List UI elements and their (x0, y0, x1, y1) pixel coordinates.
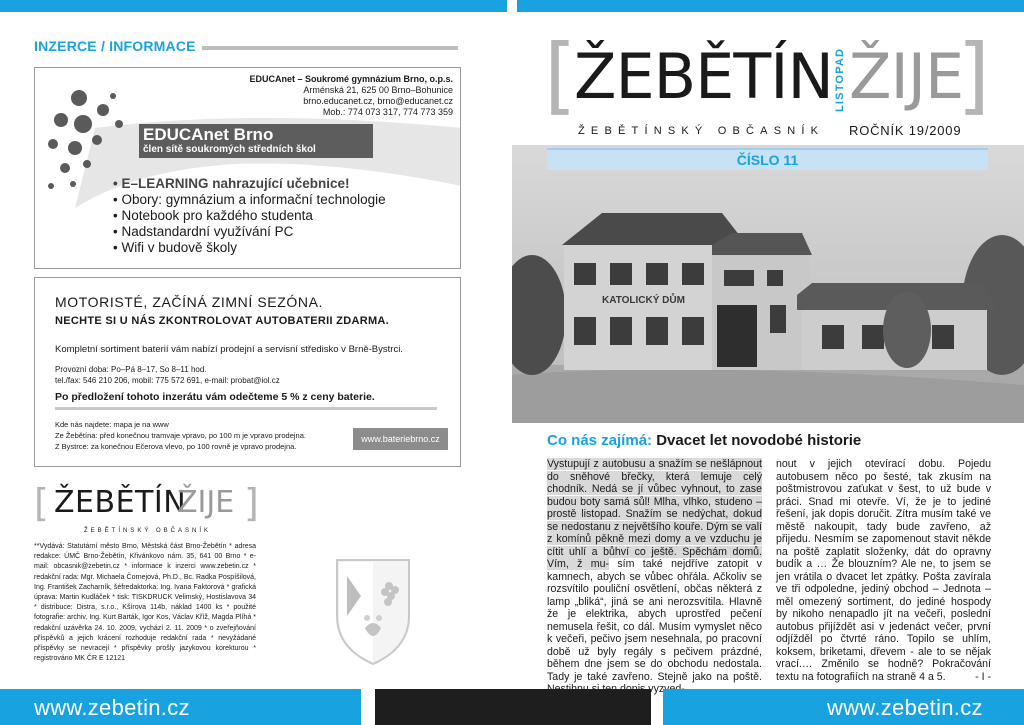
ad-battery (34, 277, 461, 467)
ad-battery-text: Kompletní sortiment baterií vám nabízí prodejní a servisní středisko v Brně-Bystrci. (55, 344, 403, 355)
masthead-subtitle: ŽEBĚTÍNSKÝ OBČASNÍK (578, 125, 825, 137)
mini-logo (34, 483, 258, 527)
building-illustration (512, 145, 1024, 423)
list-item: • Notebook pro každého studenta (113, 208, 386, 224)
article-title: Dvacet let novodobé historie (656, 432, 862, 449)
ad-battery-headline: MOTORISTÉ, ZAČÍNÁ ZIMNÍ SEZÓNA. (55, 294, 324, 310)
masthead-year: ROČNÍK 19/2009 (849, 123, 962, 138)
coat-of-arms-icon (333, 556, 413, 668)
section-title: INZERCE / INFORMACE (34, 38, 196, 54)
mini-logo-word2: ŽIJE (177, 485, 235, 520)
masthead-word1: ŽEBĚTÍN (574, 40, 833, 113)
article-heading (547, 432, 861, 449)
article-col1-highlight: Vystupují z autobusu a snažím se nešlápnout do sněhové břečky, která lemuje celý chodník. Nedá se jí vůbec vyhnout, to zase budou boty samá sůl! Mlha, vlhko, studeno – prostě listopad. Snažím se nedýchat, dokud se nedostanu z největšího kouře. Dým se valí z komínů pěkně mezi domy a ve vzduchu je cítit uhlí a bůhví co ještě. Spěchám domů. Vím, ž mu- (547, 458, 762, 570)
mini-logo-bracket-open: [ (34, 481, 49, 525)
ad-battery-where-2: Ze Žebětína: před konečnou tramvaje vpravo, po 100 m je vpravo prodejna. (55, 431, 306, 440)
ad-battery-contact: tel./fax: 546 210 206, mobil: 775 572 691, e-mail: probat@iol.cz (55, 376, 280, 385)
mini-logo-word1: ŽEBĚTÍN (54, 485, 187, 520)
historic-photo (512, 145, 1024, 423)
masthead-month: LISTOPAD (834, 47, 846, 112)
photo-sign: KATOLICKÝ DŮM (602, 295, 685, 306)
list-item: • E–LEARNING nahrazující učebnice! (113, 176, 386, 192)
list-item: • Nadstandardní využívání PC (113, 224, 386, 240)
ad-battery-website[interactable]: www.bateriebrno.cz (353, 428, 448, 450)
masthead-word2: ŽIJE (849, 40, 964, 113)
ad-battery-hours: Provozní doba: Po–Pá 8–17, So 8–11 hod. (55, 365, 207, 374)
page-gutter (507, 0, 517, 12)
ad-battery-where-1: Kde nás najdete: mapa je na www (55, 420, 169, 429)
mini-logo-bracket-close: ] (244, 481, 259, 525)
article-label: Co nás zajímá: (547, 432, 653, 449)
ad-battery-directions (55, 419, 306, 452)
ad-brand-sub: člen sítě soukromých středních škol (143, 144, 316, 155)
ad-brand-box (139, 124, 373, 158)
section-rule (202, 46, 458, 50)
ad-bullet-list (113, 176, 386, 256)
masthead-bracket-close: ] (957, 26, 990, 124)
article-column-1 (547, 458, 762, 696)
mini-logo-subtitle: ŽEBĚTÍNSKÝ OBČASNÍK (84, 528, 212, 534)
ad-company-block (249, 74, 453, 118)
ad-battery-contact-block (55, 364, 280, 386)
ad-battery-divider (55, 407, 437, 410)
list-item: • Wifi v budově školy (113, 240, 386, 256)
ad-company-web: brno.educanet.cz, brno@educanet.cz (303, 96, 453, 106)
imprint: **Vydává: Statutární město Brno, Městská část Brno-Žebětín * adresa redakce: ÚMČ Brno-Žebětín, Křivánkovo nám. 35, 641 00 Brno * e-mail: obcasnik@zebetin.cz * informace k inzerci www.zebetin.cz * redakční rada: Mgr. Michaela Čornejová, Ph.D., Bc. Radka Pospíšilová, Ing. František Zacharník, šéfredaktorka: Ing. Ivana Faktorová * grafická úprava: Martin Kudláček * tisk: TISKDRUCK Velimský, Hostislavova 34 * distribuce: Distra, s.r.o., Kšírova 114b, náklad 1400 ks * použité fotografie: archiv, Ing. Kurt Barták, Igor Kos, Václav Kříž, Magda Plíhá * redakční uzávěrka 24. 10. 2009, vychází 2. 11. 2009 * o zveřejňování příspěvků a jejich krácení rozhoduje redakční rada * nevyžádané příspěvky se nevracejí * příspěvky prošly jazykovou korekturou * registrováno MK ČR E 12121 (34, 543, 256, 663)
article-column-2 (776, 458, 991, 683)
masthead-bracket-open: [ (544, 26, 577, 124)
article-col1-rest: sím také nejdříve zatopit v kamnech, abych se vůbec ohřála. Ačkoliv se rozsvítilo pouliční osvětlení, občas některá z lamp „bliká“, jiná se ani nerozsvítila. Hlavně že je elektrika, abych uprostřed pečení nemusela řešit, co dál. Musím vymyslet něco k večeři, pečivo jsem nesehnala, po pracovní době už byly regály s pečivem prázdné, během dne jsem se do obchodu nedostala. Tady je také zavřeno. Stejně jako na poště. (547, 558, 762, 683)
ad-company-phone: Mob.: 774 073 317, 774 773 359 (322, 107, 453, 117)
list-item: • Obory: gymnázium a informační technologie (113, 192, 386, 208)
ad-battery-where-3: Z Bystrce: za konečnou Ečerova vlevo, po 100 rovně je vpravo prodejna. (55, 442, 297, 451)
footer-url-right[interactable]: www.zebetin.cz (827, 695, 983, 720)
ad-company-address: Arménská 21, 625 00 Brno–Bohunice (303, 85, 453, 95)
ad-battery-subheadline: NECHTE SI U NÁS ZKONTROLOVAT AUTOBATERII ZDARMA. (55, 315, 390, 327)
ad-battery-discount: Po předložení tohoto inzerátu vám odečteme 5 % z ceny baterie. (55, 391, 375, 403)
ad-educanet (34, 67, 461, 269)
issue-number: ČÍSLO 11 (547, 148, 988, 170)
footer-url-left[interactable]: www.zebetin.cz (34, 695, 190, 720)
footer-dark-block (375, 689, 651, 725)
ad-brand-name: EDUCAnet Brno (143, 125, 274, 144)
ad-company-name: EDUCAnet – Soukromé gymnázium Brno, o.p.s. (249, 74, 453, 84)
page-number: - I - (975, 670, 991, 683)
article-col2-text: nout v jejich otevírací dobu. Pojedu autobusem něco po šesté, tak zkusím na poštmistrovou zaťukat v šest, to už bude v práci. Snad mi otevře. Ví, že je to jediné řešení, jak dopis doručit. Zítra musím také ve městě nakoupit, tady bude zavřeno, až přijedu. Nesmím se zapomenout stavit někde na poště zaplatit složenky, dát do opravny budík a … Že blouzním? Ale ne, to jsem se jen vrátila o dvacet let zpátky. Pošta zavírala ve tři odpoledne, jediný obchod – Jednota – měl omezený sortiment, do jediné hospody by nikoho nenapadlo jít na večeři, poslední autobus přijíždět asi v jedenáct večer, první odjížděl po čtvrté ráno. Topilo se uhlím, koksem, briketami, dřevem - ale to se nějak vrací.… Změnilo se hodně? Pokračování textu na fotografiích na straně 4 a 5. (776, 458, 991, 683)
masthead (544, 26, 990, 124)
masthead-month-label (832, 36, 846, 114)
